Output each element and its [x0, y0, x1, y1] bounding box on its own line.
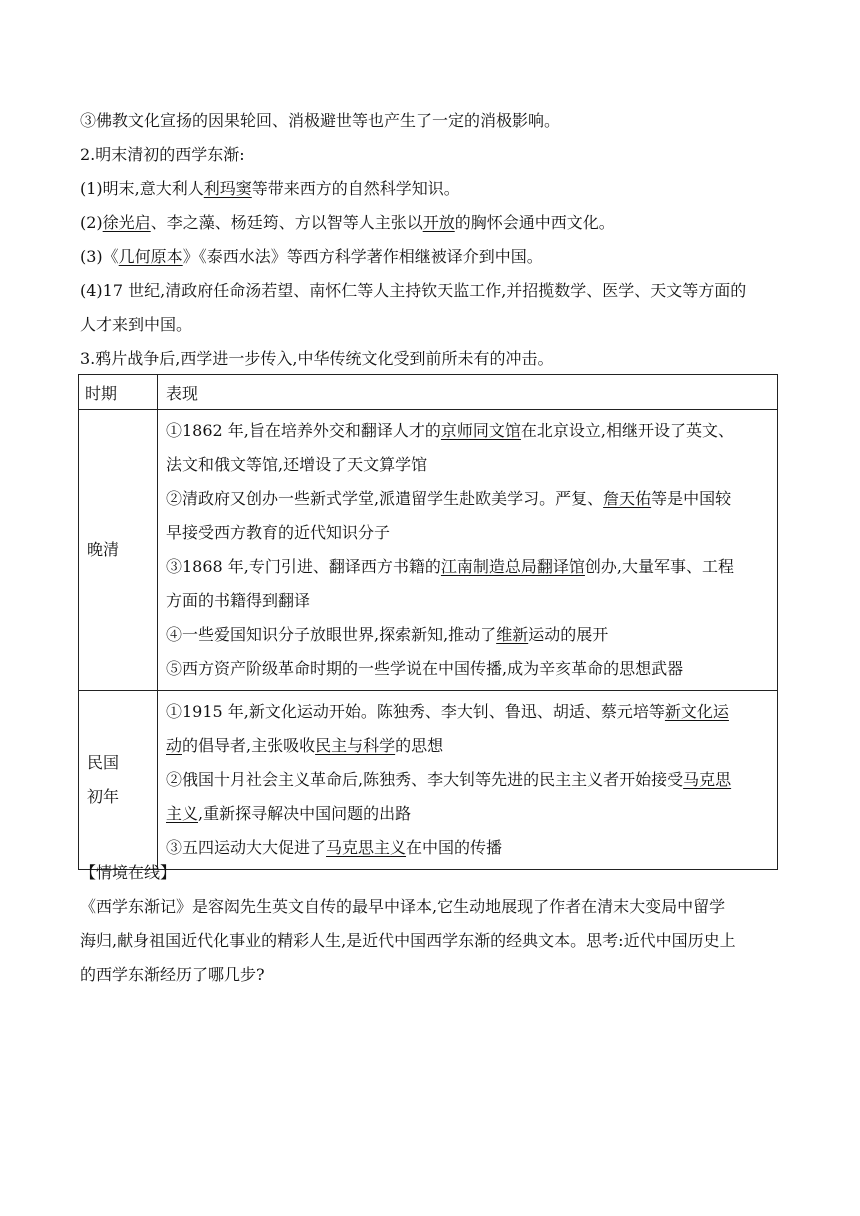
text: ,重新探寻解决中国问题的出路 — [198, 804, 412, 823]
underlined-term: 开放 — [422, 213, 455, 232]
situation-line-1: 《西学东渐记》是容闳先生英文自传的最早中译本,它生动地展现了作者在清末大变局中留学 — [80, 897, 726, 916]
history-table — [78, 374, 778, 870]
text: 运动的展开 — [528, 625, 609, 644]
section-2-heading: 2.明末清初的西学东渐: — [80, 145, 245, 164]
point-4-line-2: 人才来到中国。 — [80, 315, 193, 334]
point-4-line-1: (4)17 世纪,清政府任命汤若望、南怀仁等人主持钦天监工作,并招揽数学、医学、天文等方面的 — [80, 281, 747, 300]
underlined-term: 徐光启 — [102, 213, 151, 232]
text: ③1868 年,专门引进、翻译西方书籍的 — [166, 557, 441, 576]
text: ①1862 年,旨在培养外交和翻译人才的 — [166, 421, 441, 440]
text: 创办,大量军事、工程 — [584, 557, 735, 576]
table-row-late-qing — [79, 410, 778, 691]
period-cell — [79, 410, 158, 691]
table-line — [166, 729, 771, 763]
text: 在中国的传播 — [406, 838, 503, 857]
text: 等是中国较 — [651, 489, 732, 508]
text: 在北京设立,相继开设了英文、 — [520, 421, 735, 440]
text: ③五四运动大大促进了 — [166, 838, 327, 857]
content-cell — [158, 410, 778, 691]
table-header-row — [79, 375, 778, 410]
header-period — [79, 375, 158, 410]
text: 的倡导者,主张吸收 — [182, 736, 316, 755]
table-line: ⑤西方资产阶级革命时期的一些学说在中国传播,成为辛亥革命的思想武器 — [166, 659, 684, 678]
underlined-term: 几何原本 — [118, 247, 183, 266]
underlined-term: 江南制造总局翻译馆 — [440, 557, 585, 576]
underlined-term: 新文化运 — [664, 702, 729, 721]
header-content-label: 表现 — [166, 383, 199, 403]
underlined-term: 马克思主义 — [326, 838, 407, 857]
table-line: 法文和俄文等馆,还增设了天文算学馆 — [166, 455, 428, 474]
text: 》《泰西水法》等西方科学著作相继被译介到中国。 — [182, 247, 543, 266]
text: 等带来西方的自然科学知识。 — [251, 179, 460, 198]
table-line — [166, 618, 771, 652]
section-3-heading: 3.鸦片战争后,西学进一步传入,中华传统文化受到前所未有的冲击。 — [80, 349, 554, 368]
situation-line-3: 的西学东渐经历了哪几步? — [80, 965, 265, 984]
table-line — [166, 695, 771, 729]
period-cell — [79, 691, 158, 870]
text: 的胸怀会通中西文化。 — [454, 213, 615, 232]
underlined-term: 京师同文馆 — [440, 421, 521, 440]
table-line — [166, 831, 771, 865]
situation-title: 【情境在线】 — [80, 863, 177, 882]
underlined-term: 民主与科学 — [315, 736, 396, 755]
table-line — [166, 414, 771, 448]
period-label: 晚清 — [87, 540, 120, 559]
text: (3)《 — [80, 247, 119, 266]
point-1-ricci — [80, 172, 460, 206]
text: 的思想 — [395, 736, 444, 755]
buddhism-point-3: ③佛教文化宣扬的因果轮回、消极避世等也产生了一定的消极影响。 — [80, 111, 561, 130]
text: ②俄国十月社会主义革命后,陈独秀、李大钊等先进的民主主义者开始接受 — [166, 770, 684, 789]
text: ①1915 年,新文化运动开始。陈独秀、李大钊、鲁迅、胡适、蔡元培等 — [166, 702, 665, 721]
text: 、李之藻、杨廷筠、方以智等人主张以 — [150, 213, 423, 232]
header-content — [158, 375, 778, 410]
underlined-term: 马克思 — [683, 770, 732, 789]
table-line: 方面的书籍得到翻译 — [166, 591, 311, 610]
table-line — [166, 550, 771, 584]
content-cell — [158, 691, 778, 870]
situation-line-2: 海归,献身祖国近代化事业的精彩人生,是近代中国西学东渐的经典文本。思考:近代中国历史上 — [80, 931, 736, 950]
text: ②清政府又创办一些新式学堂,派遣留学生赴欧美学习。严复、 — [166, 489, 604, 508]
table-line — [166, 482, 771, 516]
point-3-books — [80, 240, 543, 274]
text: (1)明末,意大利人 — [80, 179, 204, 198]
underlined-term: 维新 — [496, 625, 529, 644]
text: ④一些爱国知识分子放眼世界,探索新知,推动了 — [166, 625, 497, 644]
table-row-early-republic — [79, 691, 778, 870]
table-line — [166, 763, 771, 797]
table-line: 早接受西方教育的近代知识分子 — [166, 523, 391, 542]
header-period-label: 时期 — [85, 383, 118, 403]
underlined-term: 主义 — [166, 804, 199, 823]
underlined-term: 詹天佑 — [603, 489, 652, 508]
text: (2) — [80, 213, 103, 232]
period-label-line-1: 民国 — [87, 753, 120, 772]
table-line — [166, 797, 771, 831]
point-2-xu-guangqi — [80, 206, 615, 240]
underlined-term: 动 — [166, 736, 183, 755]
period-label-line-2: 初年 — [87, 787, 120, 806]
underlined-term: 利玛窦 — [203, 179, 252, 198]
